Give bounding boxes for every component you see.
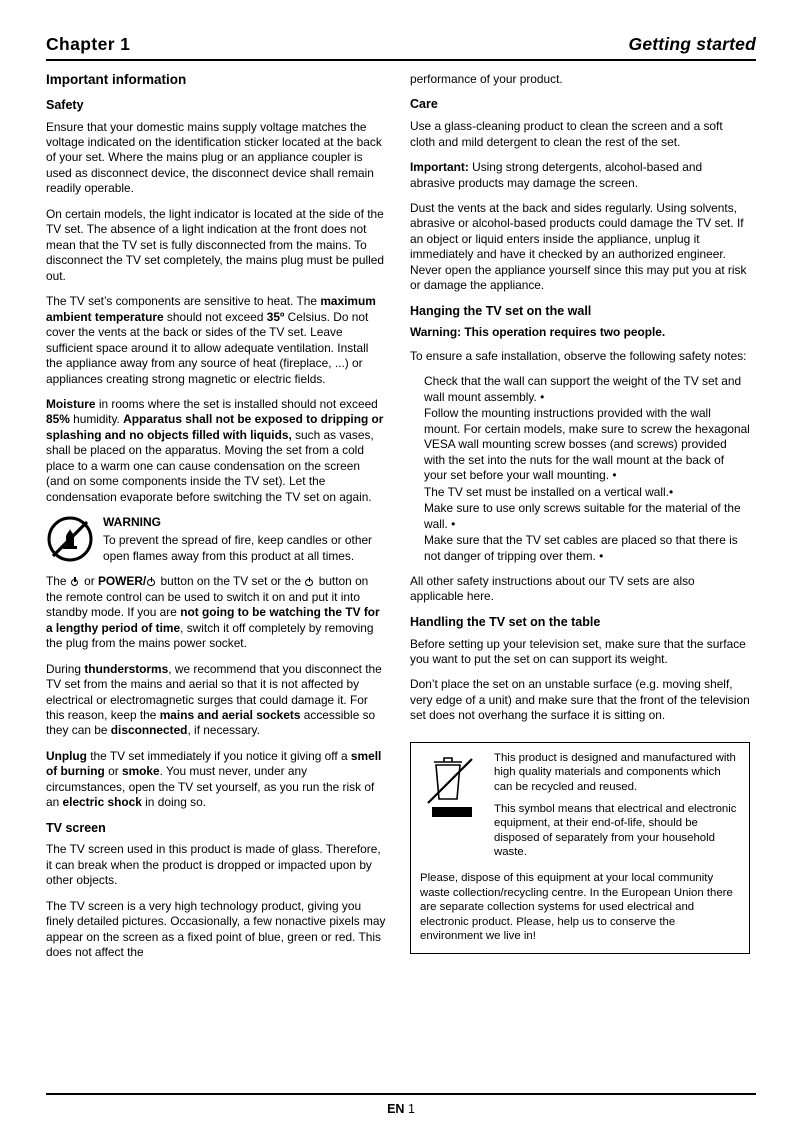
no-open-flame-icon [46, 515, 94, 563]
paragraph-unplug [46, 749, 386, 811]
power-text-g: , switch it off completely by removing the plug from the mains power socket. [46, 620, 374, 651]
list-item [410, 374, 750, 405]
storm-text-d: mains and aerial sockets [159, 707, 301, 722]
unplug-text-d: or [104, 764, 122, 779]
unplug-text-b: the TV set immediately if you notice it giving off a [86, 748, 351, 763]
list-item [410, 406, 750, 483]
bullet-marker: • [451, 516, 456, 531]
power-text-d: button on the TV set or the [157, 574, 305, 589]
warning-text [103, 515, 386, 564]
wall-mount-bullet-list [410, 374, 750, 564]
page-number: 1 [407, 1102, 415, 1116]
recycling-text [494, 751, 740, 867]
unplug-text-c: smell of burning [46, 748, 382, 779]
paragraph-power-button [46, 574, 386, 651]
moisture-text-b: in rooms where the set is installed should not exceed [95, 397, 378, 411]
recycling-top-row [420, 751, 740, 867]
power-text-a: The [46, 574, 70, 589]
chapter-label: Chapter 1 [46, 34, 131, 54]
paragraph-safety-1: Ensure that your domestic mains supply voltage matches the voltage indicated on the identification sticker located at the back of your set. Where the mains plug or an appliance coupler is used as disconnect device, the disconnect device shall remain readily operable. [46, 119, 382, 196]
paragraph-care-important [410, 160, 750, 191]
paragraph-temperature [46, 294, 386, 387]
important-information-heading: Important information [46, 72, 187, 87]
hanging-warning-text: Warning: This operation requires two people. [410, 325, 666, 340]
paragraph-safety-2: On certain models, the light indicator is located at the side of the TV set. The absence of a light indication at the front does not mean that the TV set is fully disconnected from the mains. To disconnect the TV set completely, the mains plug must be pulled out. [46, 206, 384, 283]
recycling-line-1: This product is designed and manufactured with high quality materials and components which can be recycled and reused. [494, 751, 736, 794]
paragraph-handling-2: Don’t place the set on an unstable surface (e.g. moving shelf, very edge of a unit) and make sure that the front of the television set does not overhang the surface it is sitting on. [410, 677, 750, 723]
temp-text-d: 35º [266, 309, 285, 324]
list-item-text: Make sure to use only screws suitable for the material of the wall. [424, 501, 741, 531]
unplug-text-g: electric shock [62, 795, 142, 810]
recycling-info-box [410, 742, 750, 954]
paragraph-safe-install: To ensure a safe installation, observe the following safety notes: [410, 348, 747, 363]
moisture-text-a: Moisture [46, 397, 96, 411]
power-symbol-icon-2 [147, 577, 156, 586]
paragraph-tv-screen-2: The TV screen is a very high technology product, giving you finely detailed pictures. Occasionally, a few nonactive pixels may appear on the screen as a fixed point of blue, green or red. This does not affect the [46, 898, 386, 960]
paragraph-tv-screen-1: The TV screen used in this product is made of glass. Therefore, it can break when the product is dropped or impacted upon by other objects. [46, 842, 381, 888]
safety-heading: Safety [46, 97, 84, 112]
unplug-text-h: in doing so. [141, 795, 206, 810]
warning-block [46, 515, 386, 564]
recycling-line-3: Please, dispose of this equipment at your local community waste collection/recycling centre. In the European Union there are separate collection systems for used electrical and electronic product. Please, help us to conserve the environment we live in! [420, 872, 733, 943]
list-item [410, 501, 750, 532]
recycling-line-2: This symbol means that electrical and electronic equipment, at their end-of-life, should be disposed of separately from your household waste. [494, 802, 737, 859]
paragraph-handling-1: Before setting up your television set, make sure that the surface you want to put the set on can support its weight. [410, 636, 746, 666]
temp-text-a: The TV set’s components are sensitive to heat. The [46, 294, 321, 309]
moisture-text-d: humidity. [69, 412, 124, 427]
list-item-text: The TV set must be installed on a vertical wall. [424, 484, 669, 499]
storm-text-c: , we recommend that you disconnect the TV set from the mains and aerial so that it is not affected by electrical or electromagnetic surges that could damage it. For this reason, keep the [46, 661, 382, 722]
hanging-warning [410, 325, 750, 340]
bullet-marker: • [599, 548, 604, 563]
list-item [410, 485, 750, 500]
section-title: Getting started [628, 34, 756, 54]
left-column [46, 72, 386, 971]
warning-body: To prevent the spread of fire, keep candles or other open flames away from this product at all times. [103, 533, 373, 563]
content-columns [46, 72, 756, 971]
header-divider [46, 59, 756, 61]
handling-heading: Handling the TV set on the table [410, 614, 601, 629]
footer-content [46, 1102, 756, 1116]
list-item-text: Make sure that the TV set cables are placed so that there is not danger of tripping over them. [424, 533, 738, 563]
paragraph-thunderstorms [46, 662, 386, 739]
bullet-marker: • [612, 468, 617, 483]
care-heading: Care [410, 97, 438, 112]
list-item-text: Follow the mounting instructions provided with the wall mount. For certain models, make sure to screw the hexagonal VESA wall mounting screw bosses (and screws) provided with the set into the nuts for the wall mount at the back of your set before your wall mounting. [424, 406, 750, 483]
power-symbol-icon [71, 577, 80, 586]
power-text-e: button on the remote control can be used to switch it on and put it into standby mode. If you are [46, 574, 369, 620]
power-text-b: or [80, 574, 98, 589]
crossed-out-wheelie-bin-icon [420, 751, 484, 867]
storm-text-f: disconnected [110, 723, 188, 738]
temp-text-c: should not exceed [163, 309, 267, 324]
unplug-text-f: . You must never, under any circumstances, open the TV set yourself, as you run the risk of an [46, 764, 375, 810]
footer-divider [46, 1093, 756, 1095]
paragraph-care-1: Use a glass-cleaning product to clean the screen and a soft cloth and mild detergent to clean the rest of the set. [410, 119, 723, 149]
temp-text-e: Celsius. Do not cover the vents at the back or sides of the TV set. Leave sufficient space around it to allow adequate ventilation. Install the appliance away from any source of heat (fireplace, ...) or appliances creating strong magnetic or electric fields. [46, 309, 369, 386]
moisture-text-e: Apparatus shall not be exposed to dripping or splashing and no objects filled with liquids, [46, 412, 384, 442]
paragraph-moisture [46, 397, 386, 505]
bullet-marker: • [668, 484, 674, 499]
language-code: EN [387, 1102, 405, 1116]
moisture-text-c: 85% [46, 412, 70, 427]
storm-text-b: thunderstorms [84, 661, 169, 676]
hanging-heading: Hanging the TV set on the wall [410, 303, 592, 318]
paragraph-care-2: Dust the vents at the back and sides regularly. Using solvents, abrasive or alcohol-based products could damage the TV set. If an object or liquid enters inside the appliance, unplug it immediately and have it checked by an authorized engineer. Never open the appliance yourself since this may put you at risk or damage the appliance. [410, 200, 747, 293]
power-symbol-icon-3 [305, 577, 314, 586]
page-footer [46, 1093, 756, 1116]
list-item-text: Check that the wall can support the weight of the TV set and wall mount assembly. [424, 374, 742, 404]
list-item [410, 533, 750, 564]
moisture-text-f: such as vases, shall be placed on the apparatus. Moving the set from a cold place to a warm one can cause condensation on the screen (and on some components inside the TV set). Let the condensation evaporate before switching the TV set on again. [46, 427, 374, 504]
paragraph-other-safety: All other safety instructions about our TV sets are also applicable here. [410, 573, 695, 604]
important-label: Important: [410, 160, 469, 175]
unplug-text-e: smoke [121, 764, 160, 779]
bullet-marker: • [540, 389, 545, 404]
storm-text-e: accessible so they can be [46, 707, 376, 738]
storm-text-a: During [46, 661, 85, 676]
temp-text-b: maximum ambient temperature [46, 294, 376, 324]
unplug-text-a: Unplug [46, 748, 87, 763]
warning-title: WARNING [103, 515, 161, 530]
tv-screen-heading: TV screen [46, 820, 106, 835]
important-body: Using strong detergents, alcohol-based and abrasive products may damage the screen. [410, 160, 703, 190]
right-column [410, 72, 750, 971]
paragraph-performance: performance of your product. [410, 72, 563, 86]
page-header [46, 0, 756, 59]
power-text-f: not going to be watching the TV for a lengthy period of time [46, 605, 380, 635]
power-text-c: POWER/ [97, 574, 147, 589]
storm-text-g: , if necessary. [187, 723, 260, 738]
